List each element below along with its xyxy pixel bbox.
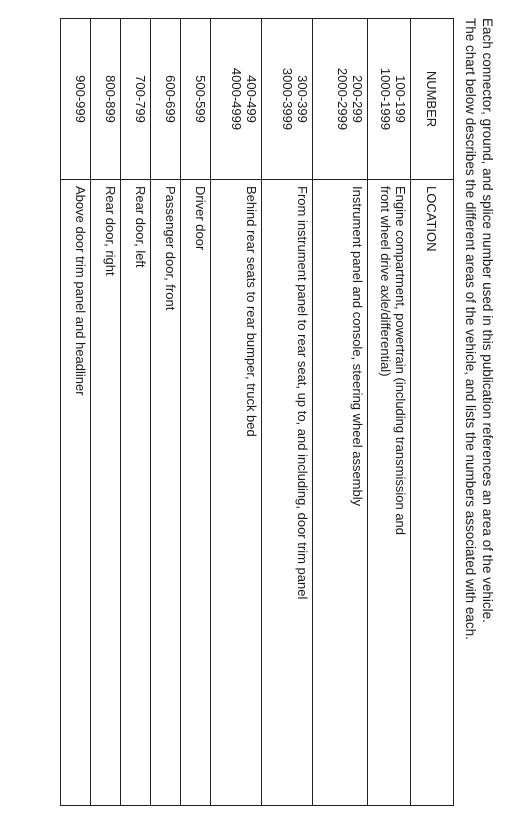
number-cell: [61, 19, 91, 180]
location-cell: [181, 180, 211, 806]
location-text: Behind rear seats to rear bumper, truck bed: [244, 186, 259, 437]
location-column-header: LOCATION: [411, 180, 454, 806]
number-range: 400-499: [244, 75, 259, 123]
location-text: Rear door, right: [103, 186, 118, 276]
location-cell: [368, 180, 411, 806]
number-cell: [151, 19, 181, 180]
location-cell: [262, 180, 313, 806]
location-text: Above door trim panel and headliner: [73, 186, 88, 396]
table-row: [262, 19, 313, 806]
number-range: 100-199: [393, 75, 408, 123]
table-row: [181, 19, 211, 806]
number-range: 4000-4999: [229, 67, 244, 131]
location-text: Passenger door, front: [163, 186, 178, 311]
intro-line-2: The chart below describes the different areas of the vehicle, and lists the numbers associated with each.: [463, 18, 478, 640]
location-cell: [313, 180, 368, 806]
location-text: Rear door, left: [133, 186, 148, 268]
location-cell: [91, 180, 121, 806]
table-row: [121, 19, 151, 806]
number-cell: [181, 19, 211, 180]
number-cell: [91, 19, 121, 180]
table-row: [61, 19, 91, 806]
location-table: [60, 18, 454, 806]
location-cell: [211, 180, 262, 806]
table-row: [368, 19, 411, 806]
location-text: Engine compartment, powertrain (including transmission and: [393, 186, 408, 536]
number-range: 900-999: [73, 75, 88, 123]
number-column-header: NUMBER: [411, 19, 454, 180]
location-cell: [61, 180, 91, 806]
table-row: [313, 19, 368, 806]
intro-text: [462, 18, 496, 798]
number-range: 600-699: [163, 75, 178, 123]
number-cell: [368, 19, 411, 180]
number-range: 500-599: [193, 75, 208, 123]
number-cell: [313, 19, 368, 180]
location-cell: [151, 180, 181, 806]
table-row: [151, 19, 181, 806]
number-range: 200-299: [350, 75, 365, 123]
location-text: Driver door: [193, 186, 208, 251]
number-cell: [121, 19, 151, 180]
location-text: front wheel drive axle/differential): [378, 186, 393, 377]
table-header-row: [411, 19, 454, 806]
location-text: Instrument panel and console, steering wheel assembly: [350, 186, 365, 507]
number-cell: [211, 19, 262, 180]
number-range: 3000-3999: [280, 67, 295, 131]
table-row: [211, 19, 262, 806]
number-range: 2000-2999: [335, 67, 350, 131]
number-cell: [262, 19, 313, 180]
number-range: 800-899: [103, 75, 118, 123]
number-range: 700-799: [133, 75, 148, 123]
number-range: 300-399: [295, 75, 310, 123]
location-text: From instrument panel to rear seat, up to, and including, door trim panel: [295, 186, 310, 600]
intro-line-1: Each connector, ground, and splice number used in this publication references an area of the vehicle.: [480, 18, 495, 623]
location-cell: [121, 180, 151, 806]
table-row: [91, 19, 121, 806]
number-range: 1000-1999: [378, 67, 393, 131]
